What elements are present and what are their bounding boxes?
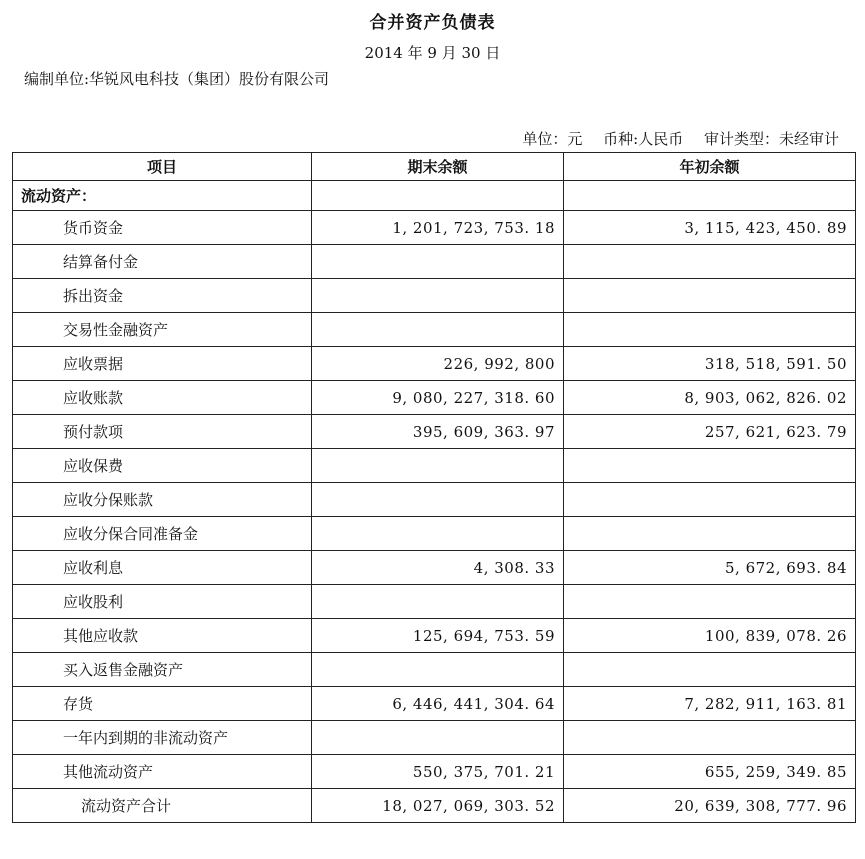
column-header-item: 项目 xyxy=(13,153,312,181)
table-row xyxy=(13,619,856,653)
end-balance-cell: 550, 375, 701. 21 xyxy=(312,755,564,789)
end-balance-cell: 4, 308. 33 xyxy=(312,551,564,585)
empty-cell xyxy=(564,181,856,211)
begin-balance-cell: 318, 518, 591. 50 xyxy=(564,347,856,381)
audit-type-label: 审计类型：未经审计 xyxy=(703,130,839,148)
empty-cell xyxy=(312,181,564,211)
end-balance-cell xyxy=(312,313,564,347)
table-row xyxy=(13,449,856,483)
begin-balance-cell xyxy=(564,585,856,619)
end-balance-cell: 18, 027, 069, 303. 52 xyxy=(312,789,564,823)
end-balance-cell: 6, 446, 441, 304. 64 xyxy=(312,687,564,721)
row-label: 交易性金融资产 xyxy=(13,313,312,347)
begin-balance-cell: 100, 839, 078. 26 xyxy=(564,619,856,653)
row-label: 其他流动资产 xyxy=(13,755,312,789)
column-header-begin-balance: 年初余额 xyxy=(564,153,856,181)
table-row xyxy=(13,245,856,279)
balance-sheet-table xyxy=(12,152,856,823)
table-header-row xyxy=(13,153,856,181)
table-row xyxy=(13,483,856,517)
begin-balance-cell xyxy=(564,245,856,279)
table-row xyxy=(13,585,856,619)
begin-balance-cell xyxy=(564,653,856,687)
begin-balance-cell: 3, 115, 423, 450. 89 xyxy=(564,211,856,245)
table-row xyxy=(13,551,856,585)
begin-balance-cell xyxy=(564,313,856,347)
begin-balance-cell xyxy=(564,279,856,313)
row-label: 流动资产合计 xyxy=(13,789,312,823)
end-balance-cell: 1, 201, 723, 753. 18 xyxy=(312,211,564,245)
end-balance-cell xyxy=(312,721,564,755)
end-balance-cell xyxy=(312,653,564,687)
unit-label: 单位：元 xyxy=(522,130,583,148)
row-label: 应收票据 xyxy=(13,347,312,381)
table-row xyxy=(13,313,856,347)
company-name: 编制单位:华锐风电科技（集团）股份有限公司 xyxy=(24,70,330,88)
total-row xyxy=(13,789,856,823)
end-balance-cell xyxy=(312,245,564,279)
row-label: 应收分保账款 xyxy=(13,483,312,517)
row-label: 应收保费 xyxy=(13,449,312,483)
end-balance-cell: 9, 080, 227, 318. 60 xyxy=(312,381,564,415)
end-balance-cell: 226, 992, 800 xyxy=(312,347,564,381)
begin-balance-cell: 8, 903, 062, 826. 02 xyxy=(564,381,856,415)
section-row xyxy=(13,181,856,211)
begin-balance-cell: 5, 672, 693. 84 xyxy=(564,551,856,585)
table-row xyxy=(13,653,856,687)
table-row xyxy=(13,755,856,789)
end-balance-cell: 395, 609, 363. 97 xyxy=(312,415,564,449)
row-label: 预付款项 xyxy=(13,415,312,449)
table-row xyxy=(13,517,856,551)
report-meta xyxy=(506,128,839,149)
table-row xyxy=(13,721,856,755)
table-row xyxy=(13,279,856,313)
begin-balance-cell xyxy=(564,517,856,551)
table-row xyxy=(13,211,856,245)
table-row xyxy=(13,347,856,381)
begin-balance-cell xyxy=(564,721,856,755)
row-label: 其他应收款 xyxy=(13,619,312,653)
end-balance-cell xyxy=(312,585,564,619)
begin-balance-cell xyxy=(564,483,856,517)
begin-balance-cell: 257, 621, 623. 79 xyxy=(564,415,856,449)
begin-balance-cell: 655, 259, 349. 85 xyxy=(564,755,856,789)
row-label: 一年内到期的非流动资产 xyxy=(13,721,312,755)
row-label: 拆出资金 xyxy=(13,279,312,313)
row-label: 应收股利 xyxy=(13,585,312,619)
row-label: 应收利息 xyxy=(13,551,312,585)
column-header-end-balance: 期末余额 xyxy=(312,153,564,181)
section-label: 流动资产： xyxy=(13,181,312,211)
end-balance-cell xyxy=(312,449,564,483)
end-balance-cell xyxy=(312,517,564,551)
row-label: 买入返售金融资产 xyxy=(13,653,312,687)
row-label: 存货 xyxy=(13,687,312,721)
table-row xyxy=(13,415,856,449)
begin-balance-cell: 20, 639, 308, 777. 96 xyxy=(564,789,856,823)
begin-balance-cell xyxy=(564,449,856,483)
row-label: 应收分保合同准备金 xyxy=(13,517,312,551)
row-label: 结算备付金 xyxy=(13,245,312,279)
report-date: 2014 年 9 月 30 日 xyxy=(364,44,501,62)
end-balance-cell: 125, 694, 753. 59 xyxy=(312,619,564,653)
begin-balance-cell: 7, 282, 911, 163. 81 xyxy=(564,687,856,721)
table-row xyxy=(13,687,856,721)
row-label: 应收账款 xyxy=(13,381,312,415)
currency-label: 币种:人民币 xyxy=(603,130,684,148)
end-balance-cell xyxy=(312,483,564,517)
table-row xyxy=(13,381,856,415)
row-label: 货币资金 xyxy=(13,211,312,245)
page-title: 合并资产负债表 xyxy=(369,13,496,33)
end-balance-cell xyxy=(312,279,564,313)
